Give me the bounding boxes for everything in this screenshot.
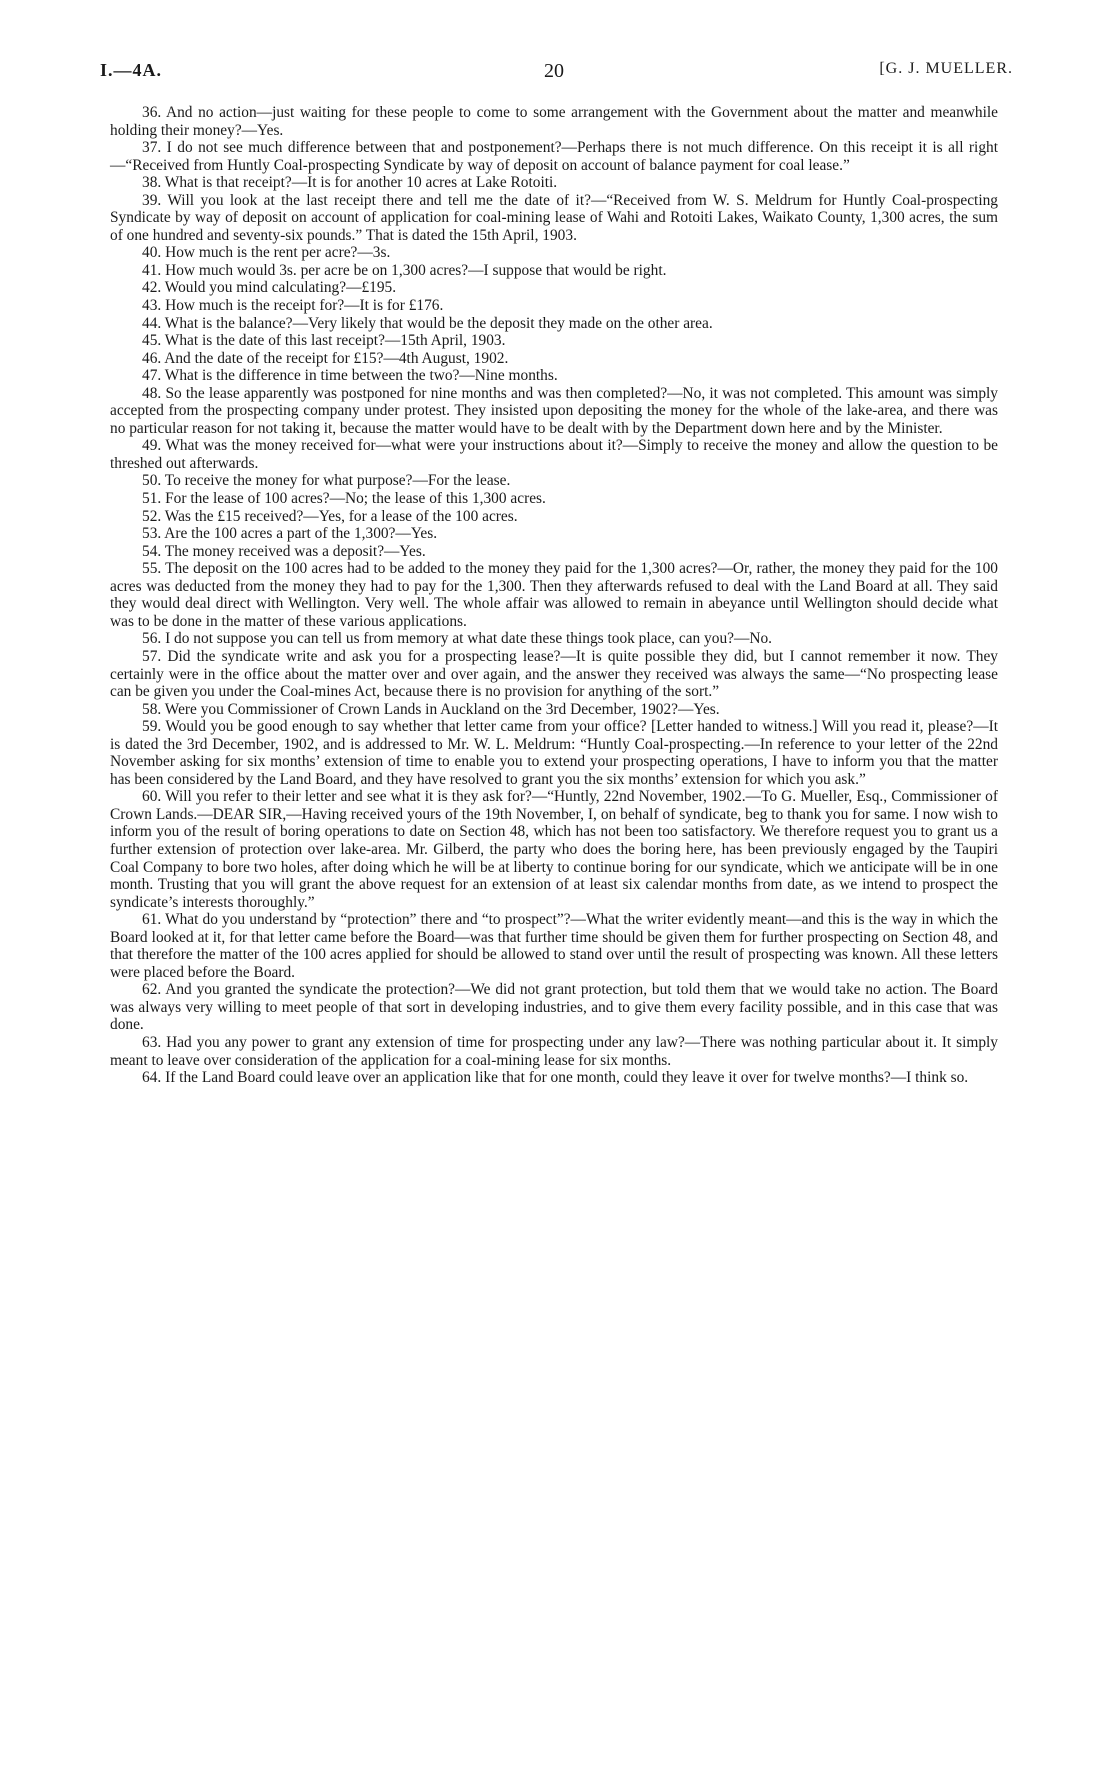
testimony-body [110, 104, 998, 1087]
paragraph-43: 43. How much is the receipt for?—It is for £176. [142, 297, 444, 315]
witness-name: [G. J. MUELLER. [879, 60, 1013, 77]
paragraph-49: 49. What was the money received for—what were your instructions about it?—Simply to receive the money and allow the question to be threshed out afterwards. [110, 437, 998, 472]
paragraph-63: 63. Had you any power to grant any extension of time for prospecting under any law?—There was nothing particular about it. It simply meant to leave over consideration of the application for a coal-mining lease for six months. [110, 1033, 998, 1069]
paragraph-64: 64. If the Land Board could leave over an application like that for one month, could they leave it over for twelve months?—I think so. [142, 1069, 969, 1087]
paragraph-36: 36. And no action—just waiting for these people to come to some arrangement with the Government about the matter and meanwhile holding their money?—Yes. [110, 104, 998, 139]
document-reference: I.—4A. [100, 60, 163, 80]
paragraph-54: 54. The money received was a deposit?—Yes. [142, 542, 426, 560]
paragraph-40: 40. How much is the rent per acre?—3s. [142, 244, 391, 262]
paragraph-46: 46. And the date of the receipt for £15?—4th August, 1902. [142, 349, 509, 367]
paragraph-57: 57. Did the syndicate write and ask you for a prospecting lease?—It is quite possible they did, but I cannot remember it now. They certainly were in the office about the matter over and over again, and the answer they received was always the same—“No prospecting lease can be given you under the Coal-mines Act, because there is no provision for anything of the sort.” [110, 647, 998, 701]
paragraph-58: 58. Were you Commissioner of Crown Lands in Auckland on the 3rd December, 1902?—Yes. [142, 700, 720, 718]
paragraph-51: 51. For the lease of 100 acres?—No; the lease of this 1,300 acres. [142, 490, 546, 508]
paragraph-56: 56. I do not suppose you can tell us from memory at what date these things took place, can you?—No. [142, 630, 773, 648]
paragraph-53: 53. Are the 100 acres a part of the 1,300?—Yes. [142, 525, 438, 543]
page-number: 20 [544, 60, 564, 82]
paragraph-41: 41. How much would 3s. per acre be on 1,300 acres?—I suppose that would be right. [142, 261, 667, 279]
paragraph-55: 55. The deposit on the 100 acres had to be added to the money they paid for the 1,300 acres?—Or, rather, the money they paid for the 100 acres was deducted from the money they had to pay for the 1,300. Then they afterwards refused to deal with the Land Board at all. They said they would deal direct with Wellington. Very well. The whole affair was allowed to remain in abeyance until Wellington should decide what was to be done in the matter of these various applications. [110, 560, 998, 630]
paragraph-61: 61. What do you understand by “protection” there and “to prospect”?—What the writer evidently meant—and this is the way in which the Board looked at it, for that letter came before the Board—was that further time should be given them for further prospecting on Section 48, and that therefore the matter of the 100 acres applied for should be allowed to stand over until the result of prospecting was known. All these letters were placed before the Board. [110, 911, 998, 981]
page-header [100, 60, 1013, 90]
paragraph-59: 59. Would you be good enough to say whether that letter came from your office? [Letter handed to witness.] Will you read it, please?—It is dated the 3rd December, 1902, and is addressed to Mr. W. L. Meldrum: “Huntly Coal-prospecting.—In reference to your letter of the 22nd November asking for six months’ extension of time to enable you to extend your prospecting operations, I have to inform you that the matter has been considered by the Land Board, and they have resolved to grant you the six months’ extension for which you ask.” [110, 718, 998, 788]
paragraph-37: 37. I do not see much difference between that and postponement?—Perhaps there is not much difference. On this receipt it is all right—“Received from Huntly Coal-prospecting Syndicate by way of deposit on account of balance payment for coal lease.” [110, 139, 998, 174]
paragraph-42: 42. Would you mind calculating?—£195. [142, 279, 397, 297]
paragraph-62: 62. And you granted the syndicate the protection?—We did not grant protection, but told them that we would take no action. The Board was always very willing to meet people of that sort in developing industries, and to give them every facility possible, and in this case that was done. [110, 981, 998, 1034]
paragraph-52: 52. Was the £15 received?—Yes, for a lease of the 100 acres. [142, 507, 518, 525]
paragraph-48: 48. So the lease apparently was postponed for nine months and was then completed?—No, it was not completed. This amount was simply accepted from the prospecting company under protest. They insisted upon depositing the money for the whole of the lake-area, and there was no particular reason for not taking it, because the matter would have to be dealt with by the Department down here and by the Minister. [110, 384, 998, 437]
paragraph-50: 50. To receive the money for what purpose?—For the lease. [142, 472, 511, 490]
paragraph-45: 45. What is the date of this last receipt?—15th April, 1903. [142, 332, 506, 350]
paragraph-60: 60. Will you refer to their letter and see what it is they ask for?—“Huntly, 22nd November, 1902.—To G. Mueller, Esq., Commissioner of Crown Lands.—DEAR SIR,—Having received yours of the 19th November, I, on behalf of syndicate, beg to thank you for same. I now wish to inform you of the result of boring operations to date on Section 48, which has not been too satisfactory. We therefore request you to grant us a further extension of protection over lake-area. Mr. Gilberd, the party who does the boring here, has been previously engaged by the Taupiri Coal Company to bore two holes, after doing which he will be at liberty to continue boring for our syndicate, which we anticipate will be in one month. Trusting that you will grant the above request for an extension of at least six calendar months from date, as we intend to prospect the syndicate’s interests thoroughly.” [110, 788, 998, 911]
document-page [100, 60, 1013, 1087]
paragraph-44: 44. What is the balance?—Very likely that would be the deposit they made on the other area. [142, 314, 713, 332]
paragraph-47: 47. What is the difference in time between the two?—Nine months. [142, 367, 558, 385]
paragraph-39: 39. Will you look at the last receipt there and tell me the date of it?—“Received from W. S. Meldrum for Huntly Coal-prospecting Syndicate by way of deposit on account of application for coal-mining lease of Wahi and Rotoiti Lakes, Waikato County, 1,300 acres, the sum of one hundred and seventy-six pounds.” That is dated the 15th April, 1903. [110, 191, 998, 244]
paragraph-38: 38. What is that receipt?—It is for another 10 acres at Lake Rotoiti. [142, 174, 558, 192]
